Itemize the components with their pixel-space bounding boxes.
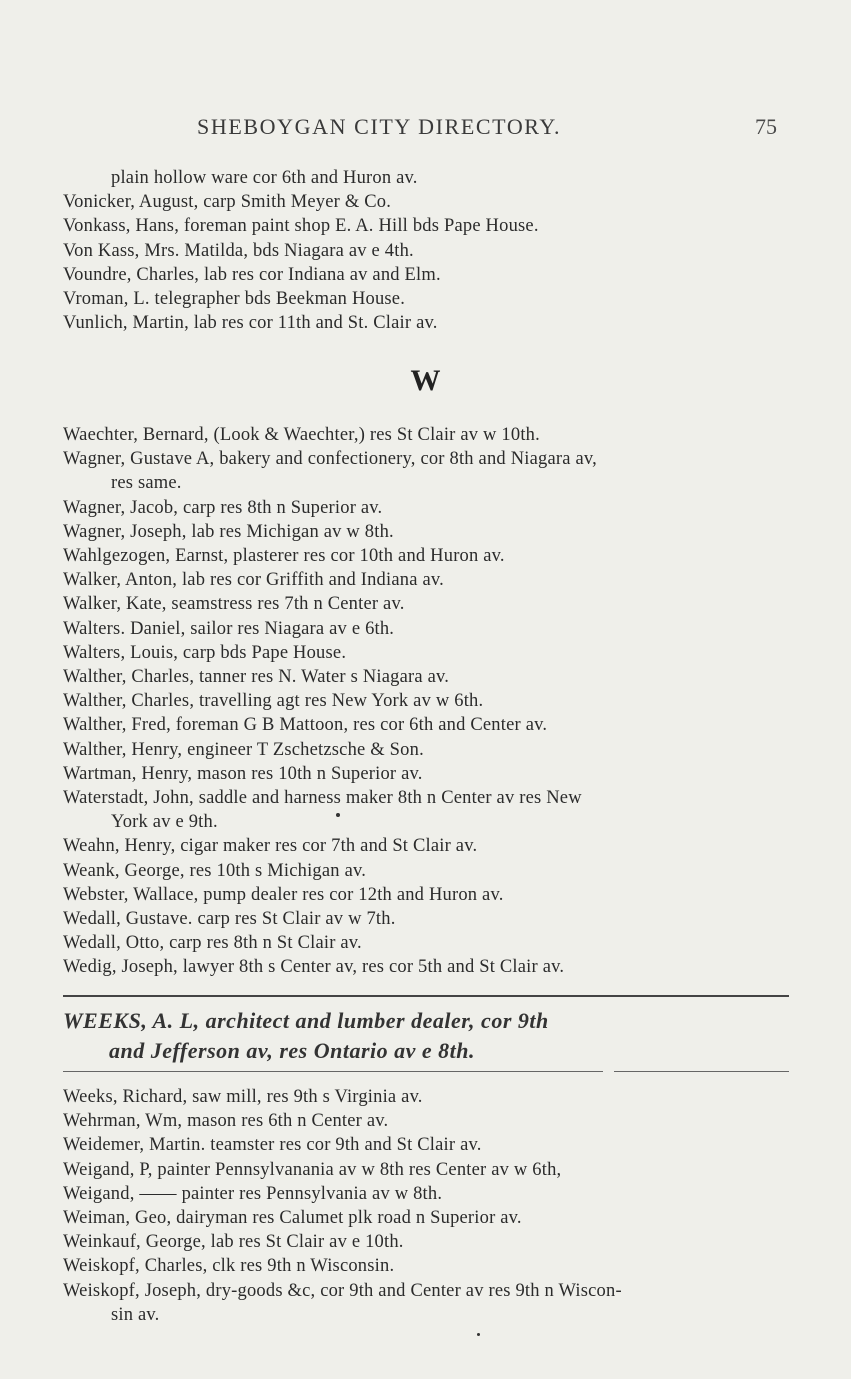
directory-entry: Wagner, Jacob, carp res 8th n Superior av. <box>63 497 383 518</box>
directory-entry: Walther, Charles, tanner res N. Water s Niagara av. <box>63 667 450 688</box>
directory-entry: Weeks, Richard, saw mill, res 9th s Virginia av. <box>63 1087 423 1107</box>
ad-line-2: and Jefferson av, res Ontario av e 8th. <box>109 1038 475 1063</box>
directory-entry: Wedall, Otto, carp res 8th n St Clair av. <box>63 933 362 954</box>
entry-continuation: sin av. <box>111 1304 160 1325</box>
directory-entry: Vonicker, August, carp Smith Meyer & Co. <box>63 192 392 213</box>
directory-entry: Waterstadt, John, saddle and harness maker 8th n Center av res New <box>63 788 582 809</box>
directory-entry: Walters, Louis, carp bds Pape House. <box>63 642 347 663</box>
directory-entry: Walker, Kate, seamstress res 7th n Center av. <box>63 594 405 615</box>
directory-entry: Walters. Daniel, sailor res Niagara av e 6th. <box>63 618 395 639</box>
directory-entry: Waechter, Bernard, (Look & Waechter,) res St Clair av w 10th. <box>63 425 540 445</box>
section-letter: W <box>410 364 441 397</box>
directory-entry: Von Kass, Mrs. Matilda, bds Niagara av e 4th. <box>63 240 414 261</box>
ad-top-rule <box>63 995 789 997</box>
entries-v <box>63 166 803 335</box>
directory-entry: Weigand, P, painter Pennsylvanania av w 8th res Center av w 6th, <box>63 1159 562 1180</box>
directory-entry: Wehrman, Wm, mason res 6th n Center av. <box>63 1111 389 1132</box>
weeks-advertisement <box>63 1006 803 1066</box>
directory-entry: Vroman, L. telegrapher bds Beekman House. <box>63 289 406 310</box>
ad-line-1: WEEKS, A. L, architect and lumber dealer, cor 9th <box>63 1008 549 1033</box>
entry-continuation: York av e 9th. <box>111 812 218 833</box>
ad-bottom-rule <box>63 1071 603 1072</box>
directory-entry: Wedall, Gustave. carp res St Clair av w 7th. <box>63 909 396 930</box>
entry-continuation: res same. <box>111 473 182 494</box>
directory-entry: Walther, Charles, travelling agt res New York av w 6th. <box>63 691 484 712</box>
printer-dot <box>336 813 340 817</box>
ad-bottom-rule-right <box>614 1071 789 1072</box>
directory-entry: Wartman, Henry, mason res 10th n Superior av. <box>63 763 423 784</box>
directory-entry: Walther, Henry, engineer T Zschetzsche & Son. <box>63 739 424 760</box>
page-header <box>0 114 851 144</box>
directory-entry: Weigand, —— painter res Pennsylvania av w 8th. <box>63 1183 443 1204</box>
directory-entry: Voundre, Charles, lab res cor Indiana av and Elm. <box>63 264 441 285</box>
directory-entry: Weidemer, Martin. teamster res cor 9th and St Clair av. <box>63 1135 482 1156</box>
entries-w <box>63 423 803 980</box>
directory-entry: Wagner, Joseph, lab res Michigan av w 8th. <box>63 521 394 542</box>
directory-entry: Weank, George, res 10th s Michigan av. <box>63 860 367 881</box>
entries-w-continued <box>63 1085 803 1327</box>
directory-entry: Weiskopf, Charles, clk res 9th n Wisconsin. <box>63 1256 395 1277</box>
page-number: 75 <box>755 114 777 139</box>
directory-entry: Vonkass, Hans, foreman paint shop E. A. Hill bds Pape House. <box>63 216 539 237</box>
directory-entry: Vunlich, Martin, lab res cor 11th and St. Clair av. <box>63 313 438 334</box>
directory-entry: Weinkauf, George, lab res St Clair av e 10th. <box>63 1232 404 1253</box>
entry-continuation: plain hollow ware cor 6th and Huron av. <box>111 168 418 188</box>
directory-entry: Wahlgezogen, Earnst, plasterer res cor 10th and Huron av. <box>63 546 505 567</box>
directory-entry: Wagner, Gustave A, bakery and confectionery, cor 8th and Niagara av, <box>63 449 597 470</box>
directory-entry: Webster, Wallace, pump dealer res cor 12th and Huron av. <box>63 884 504 905</box>
directory-entry: Wedig, Joseph, lawyer 8th s Center av, res cor 5th and St Clair av. <box>63 957 565 978</box>
directory-entry: Weiskopf, Joseph, dry-goods &c, cor 9th and Center av res 9th n Wiscon- <box>63 1280 622 1301</box>
directory-entry: Weahn, Henry, cigar maker res cor 7th and St Clair av. <box>63 836 478 857</box>
directory-entry: Walker, Anton, lab res cor Griffith and Indiana av. <box>63 570 444 591</box>
printer-dot <box>477 1333 480 1336</box>
running-title: SHEBOYGAN CITY DIRECTORY. <box>197 114 562 139</box>
directory-entry: Walther, Fred, foreman G B Mattoon, res cor 6th and Center av. <box>63 715 548 736</box>
directory-entry: Weiman, Geo, dairyman res Calumet plk road n Superior av. <box>63 1208 522 1229</box>
